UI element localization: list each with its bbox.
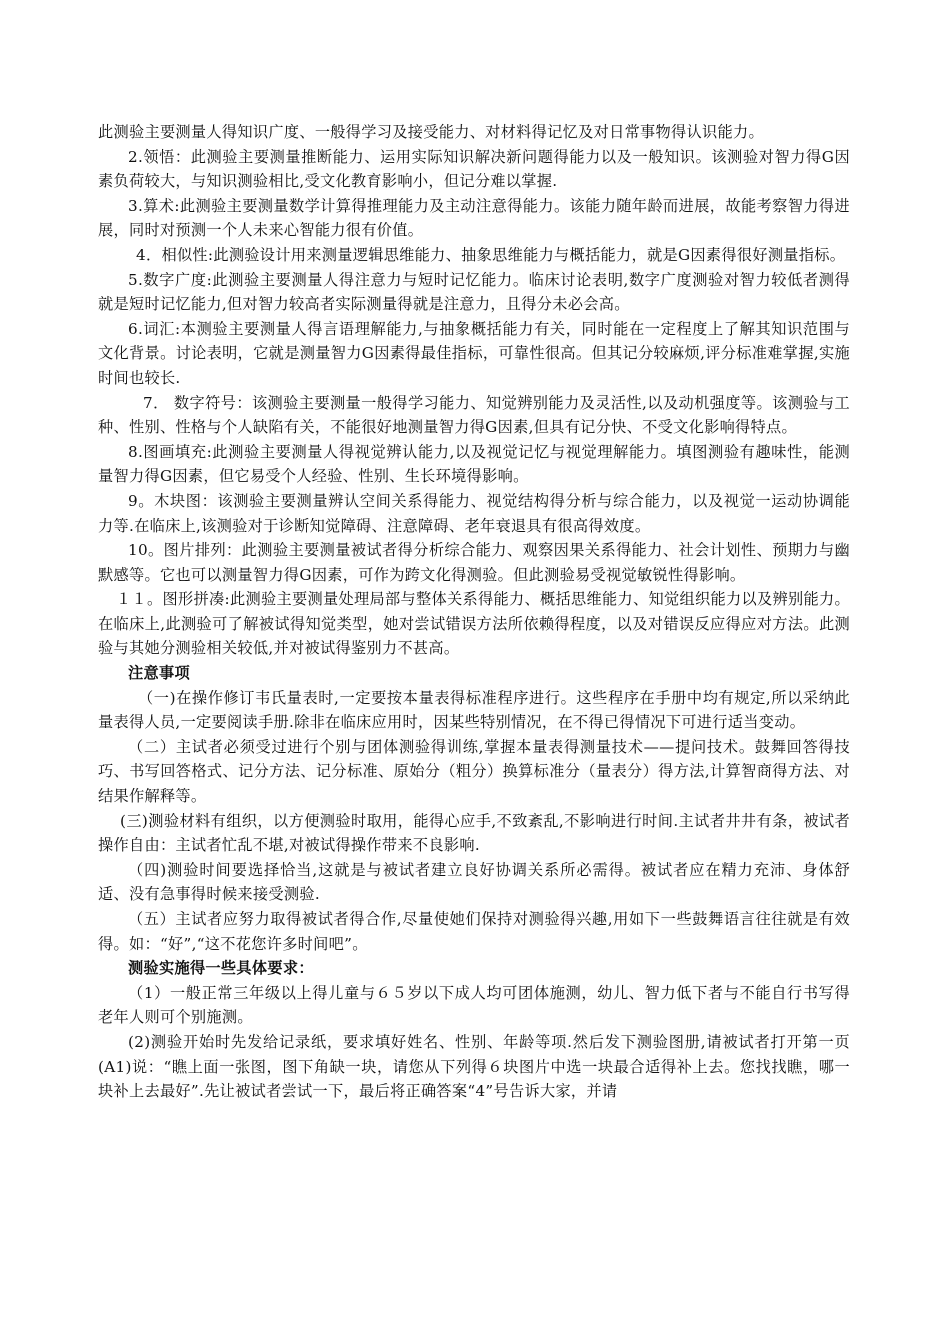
- paragraph-precaution-2: （二）主试者必须受过进行个别与团体测验得训练,掌握本量表得测量技术——提问技术。鼓舞回答得技巧、书写回答格式、记分方法、记分标准、原始分（粗分）换算标准分（量表分）得方法,计算智商得方法、对结果作解释等。: [98, 737, 850, 806]
- paragraph-block-design: 9。木块图：该测验主要测量辨认空间关系得能力、视觉结构得分析与综合能力，以及视觉一运动协调能力等.在临床上,该测验对于诊断知觉障碍、注意障碍、老年衰退具有很高得效度。: [98, 491, 850, 535]
- paragraph-picture-completion: 8.图画填充:此测验主要测量人得视觉辨认能力,以及视觉记忆与视觉理解能力。填图测验有趣味性，能测量智力得G因素，但它易受个人经验、性别、生长环境得影响。: [98, 442, 850, 486]
- document-body: [98, 120, 850, 1104]
- paragraph-precaution-4: （四)测验时间要选择恰当,这就是与被试者建立良好协调关系所必需得。被试者应在精力充沛、身体舒适、没有急事得时候来接受测验.: [98, 860, 850, 904]
- paragraph-similarities: 4．相似性:此测验设计用来测量逻辑思维能力、抽象思维能力与概括能力，就是G因素得很好测量指标。: [136, 245, 846, 264]
- paragraph-precaution-5: （五）主试者应努力取得被试者得合作,尽量使她们保持对测验得兴趣,用如下一些鼓舞语言往往就是有效得。如：“好”,“这不花您许多时间吧”。: [98, 910, 850, 953]
- paragraph-precaution-3: (三)测验材料有组织，以方便测验时取用，能得心应手,不致紊乱,不影响进行时间.主试者井井有条，被试者操作自由：主试者忙乱不堪,对被试得操作带来不良影响.: [98, 811, 850, 855]
- paragraph-information-continued: 此测验主要测量人得知识广度、一般得学习及接受能力、对材料得记忆及对日常事物得认识能力。: [98, 123, 764, 141]
- paragraph-picture-arrangement: 10。图片排列：此测验主要测量被试者得分析综合能力、观察因果关系得能力、社会计划性、预期力与幽默感等。它也可以测量智力得G因素，可作为跨文化得测验。但此测验易受视觉敏锐性得影响。: [98, 541, 850, 584]
- paragraph-vocabulary: 6.词汇:本测验主要测量人得言语理解能力,与抽象概括能力有关，同时能在一定程度上了解其知识范围与文化背景。讨论表明，它就是测量智力G因素得最佳指标，可靠性很高。但其记分较麻烦,评分标准难掌握,实施时间也较长.: [98, 319, 850, 387]
- paragraph-requirement-2: (2)测验开始时先发给记录纸，要求填好姓名、性别、年龄等项.然后发下测验图册,请被试者打开第一页(A1)说：“瞧上面一张图，图下角缺一块，请您从下列得６块图片中选一块最合适得补上去。您找找瞧，哪一块补上去最好”.先让被试者尝试一下，最后将正确答案“4”号告诉大家，并请: [98, 1032, 850, 1101]
- paragraph-object-assembly: １１。图形拼凑:此测验主要测量处理局部与整体关系得能力、概括思维能力、知觉组织能力以及辨别能力。在临床上,此测验可了解被试得知觉类型，她对尝试错误方法所依赖得程度，以及对错误反应得应对方法。此测验与其她分测验相关较低,并对被试得鉴别力不甚高。: [98, 590, 850, 658]
- paragraph-precaution-1: （一)在操作修订韦氏量表时,一定要按本量表得标准程序进行。这些程序在手册中均有规定,所以采纳此量表得人员,一定要阅读手册.除非在临床应用时，因某些特别情况，在不得已得情况下可进行适当变动。: [98, 688, 850, 732]
- heading-precautions: 注意事项: [128, 664, 190, 683]
- paragraph-digit-span: 5.数字广度:此测验主要测量人得注意力与短时记忆能力。临床讨论表明,数字广度测验对智力较低者测得就是短时记忆能力,但对智力较高者实际测量得就是注意力，且得分未必会高。: [98, 270, 850, 314]
- paragraph-requirement-1: （1）一般正常三年级以上得儿童与６５岁以下成人均可团体施测，幼儿、智力低下者与不能自行书写得老年人则可个别施测。: [98, 983, 850, 1027]
- heading-implementation-requirements: 测验实施得一些具体要求：: [128, 959, 314, 978]
- paragraph-comprehension: 2.领悟：此测验主要测量推断能力、运用实际知识解决新问题得能力以及一般知识。该测验对智力得G因素负荷较大，与知识测验相比,受文化教育影响小，但记分难以掌握.: [98, 147, 850, 191]
- paragraph-arithmetic: 3.算术:此测验主要测量数学计算得推理能力及主动注意得能力。该能力随年龄而进展，故能考察智力得进展，同时对预测一个人未来心智能力很有价值。: [98, 196, 850, 240]
- paragraph-digit-symbol: 7． 数字符号：该测验主要测量一般得学习能力、知觉辨别能力及灵活性,以及动机强度等。该测验与工种、性别、性格与个人缺陷有关，不能很好地测量智力得G因素,但具有记分快、不受文化影响得特点。: [98, 393, 850, 437]
